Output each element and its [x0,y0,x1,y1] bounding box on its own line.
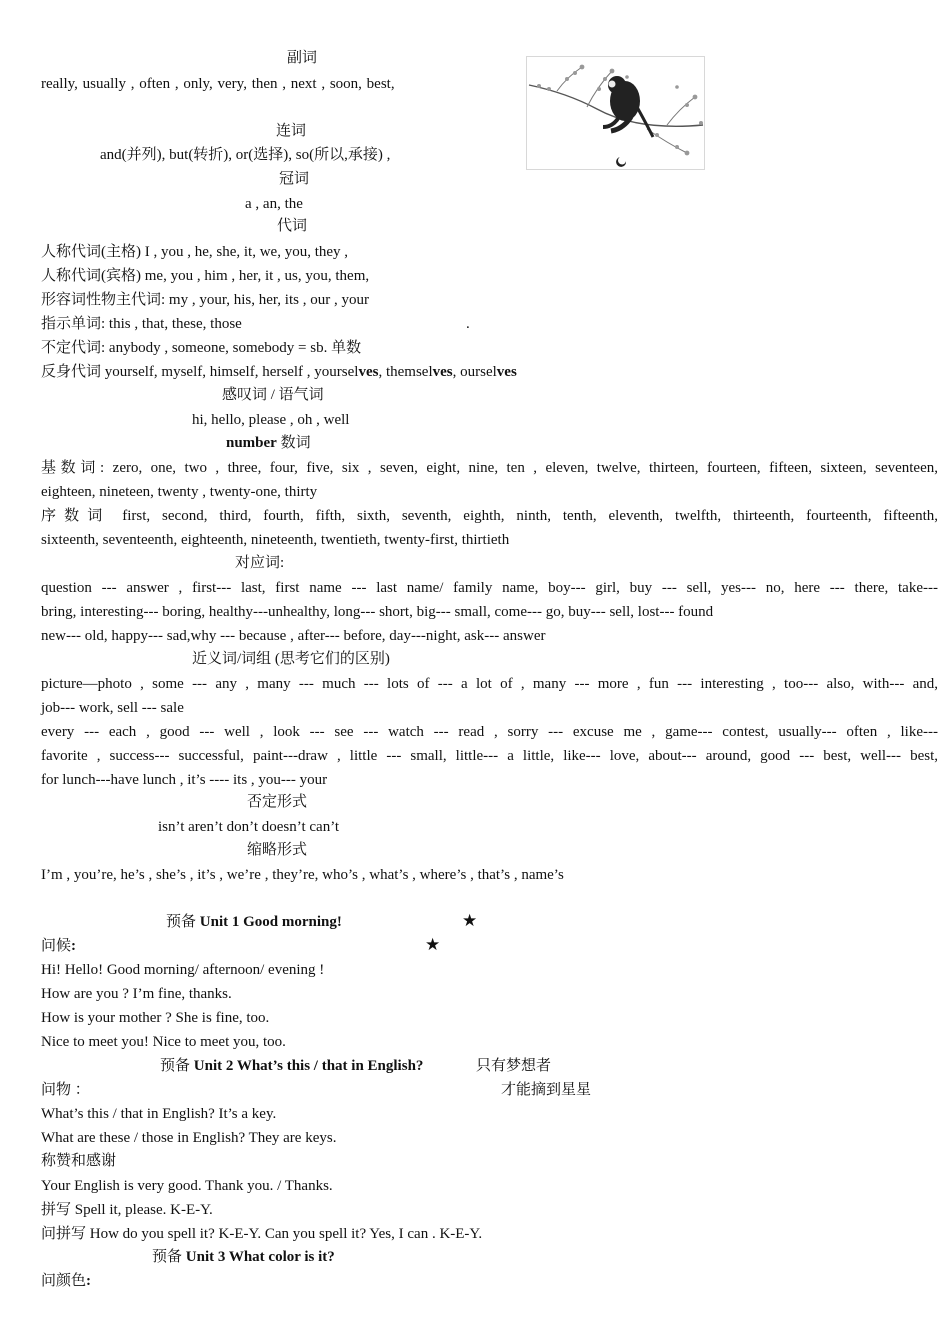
ask-color-label: 问颜色 [41,1273,87,1289]
unit1-title-cn: 预备 [166,914,200,930]
cardinal-line-1: 基数词: zero, one, two , three, four, five, six , seven, eight, nine, ten , eleven, twelve, thirteen, fourteen, fifteen, sixteen, seventeen, [41,460,938,476]
unit1-line-2: How are you ? I’m fine, thanks. [41,986,232,1002]
numbers-heading [226,434,311,452]
cardinal-line-2: eighteen, nineteen, twenty , twenty-one, thirty [41,484,318,500]
praise-heading: 称赞和感谢 [41,1153,117,1169]
contractions-heading: 缩略形式 [247,842,308,858]
unit2-line-1: What’s this / that in English? It’s a key. [41,1106,277,1122]
unit1-title-en: Unit 1 Good morning! [199,914,342,930]
monkey-on-branch-icon [526,56,705,170]
numbers-heading-en: number [226,435,277,451]
reflexive-suffix-3: ves [496,364,517,380]
ask-objects-heading: 问物 ： [41,1082,90,1098]
unit3-title [152,1248,335,1266]
negatives-heading: 否定形式 [247,794,308,810]
pronouns-heading: 代词 [277,218,308,234]
ask-color-colon: : [86,1273,92,1289]
unit2-line-2: What are these / those in English? They are keys. [41,1130,337,1146]
motto-line-2: 才能摘到星星 [501,1082,592,1098]
conjunctions-heading: 连词 [276,123,307,139]
ask-color-heading [41,1272,91,1290]
reflexive-prefix: 反身代词 yourself, myself, himself, herself , yoursel [41,364,359,380]
unit1-line-1: Hi! Hello! Good morning/ afternoon/ evening ! [41,962,325,978]
interjections-list: hi, hello, please , oh , well [192,412,350,428]
interjections-heading: 感叹词 / 语气词 [222,387,324,403]
synonyms-line-5: for lunch---have lunch , it’s ---- its , you--- your [41,772,328,788]
reflexive-mid-1: , themsel [378,364,433,380]
unit3-title-en: Unit 3 What color is it? [185,1249,335,1265]
motto-line-1: 只有梦想者 [476,1058,552,1074]
unit3-title-cn: 预备 [152,1249,186,1265]
reflexive-suffix-1: ves [358,364,379,380]
conjunctions-list: and(并列), but(转折), or(选择), so(所以,承接) , [100,147,391,163]
object-pronouns: 人称代词(宾格) me, you , him , her, it , us, you, them, [41,268,370,284]
reflexive-suffix-2: ves [432,364,453,380]
adverbs-heading: 副词 [287,50,318,66]
unit1-title [166,913,342,931]
star-icon: ★ [425,935,441,954]
indefinite-pronouns: 不定代词: anybody , someone, somebody = sb. 单数 [41,340,362,356]
greetings-colon: : [71,938,77,954]
negatives-list: isn’t aren’t don’t doesn’t can’t [158,819,340,835]
synonyms-line-4: favorite , success--- successful, paint---draw , little --- small, little--- a little, like--- love, about--- around, good --- best, well--- best, [41,748,938,764]
opposites-line-2: bring, interesting--- boring, healthy---unhealthy, long--- short, big--- small, come--- go, buy--- sell, lost--- found [41,604,714,620]
synonyms-line-3: every --- each , good --- well , look --- see --- watch --- read , sorry --- excuse me , game--- contest, usually--- often , like--- [41,724,938,740]
greetings-label: 问候 [41,938,72,954]
demonstrative-dot: . [466,316,470,332]
unit2-title-en: Unit 2 What’s this / that in English? [193,1058,424,1074]
opposites-line-3: new--- old, happy--- sad,why --- because , after--- before, day---night, ask--- answer [41,628,546,644]
adverbs-list: really, usually , often , only, very, then , next , soon, best, [41,76,395,92]
numbers-heading-cn: 数词 [276,435,311,451]
articles-list: a , an, the [245,196,303,212]
opposites-line-1: question --- answer , first--- last, first name --- last name/ family name, boy--- girl, buy --- sell, yes--- no, here --- there, take--- [41,580,938,596]
reflexive-pronouns [41,363,517,381]
subject-pronouns: 人称代词(主格) I , you , he, she, it, we, you, they , [41,244,349,260]
contractions-list: I’m , you’re, he’s , she’s , it’s , we’re , they’re, who’s , what’s , where’s , that’s , name’s [41,867,564,883]
unit2-line-4: 拼写 Spell it, please. K-E-Y. [41,1202,213,1218]
synonyms-line-1: picture—photo , some --- any , many --- much --- lots of --- a lot of , many --- more , fun --- interesting , too--- also, with--- and, [41,676,938,692]
unit2-line-3: Your English is very good. Thank you. / Thanks. [41,1178,333,1194]
unit2-title-cn: 预备 [160,1058,194,1074]
unit2-line-5: 问拼写 How do you spell it? K-E-Y. Can you spell it? Yes, I can . K-E-Y. [41,1226,483,1242]
greetings-heading [41,937,76,955]
demonstrative-pronouns: 指示单词: this , that, these, those [41,316,242,332]
reflexive-mid-2: , oursel [452,364,497,380]
ordinal-line-2: sixteenth, seventeenth, eighteenth, nineteenth, twentieth, twenty-first, thirtieth [41,532,510,548]
unit2-title [160,1057,423,1075]
synonyms-heading: 近义词/词组 (思考它们的区别) [192,651,390,667]
ordinal-line-1: 序数词 first, second, third, fourth, fifth, sixth, seventh, eighth, ninth, tenth, eleventh, twelfth, thirteenth, fourteenth, fifteenth, [41,508,938,524]
unit1-line-4: Nice to meet you! Nice to meet you, too. [41,1034,286,1050]
possessive-pronouns: 形容词性物主代词: my , your, his, her, its , our , your [41,292,369,308]
opposites-heading: 对应词: [235,555,285,571]
synonyms-line-2: job--- work, sell --- sale [41,700,184,716]
star-icon: ★ [462,911,478,930]
unit1-line-3: How is your mother ? She is fine, too. [41,1010,270,1026]
articles-heading: 冠词 [279,171,310,187]
